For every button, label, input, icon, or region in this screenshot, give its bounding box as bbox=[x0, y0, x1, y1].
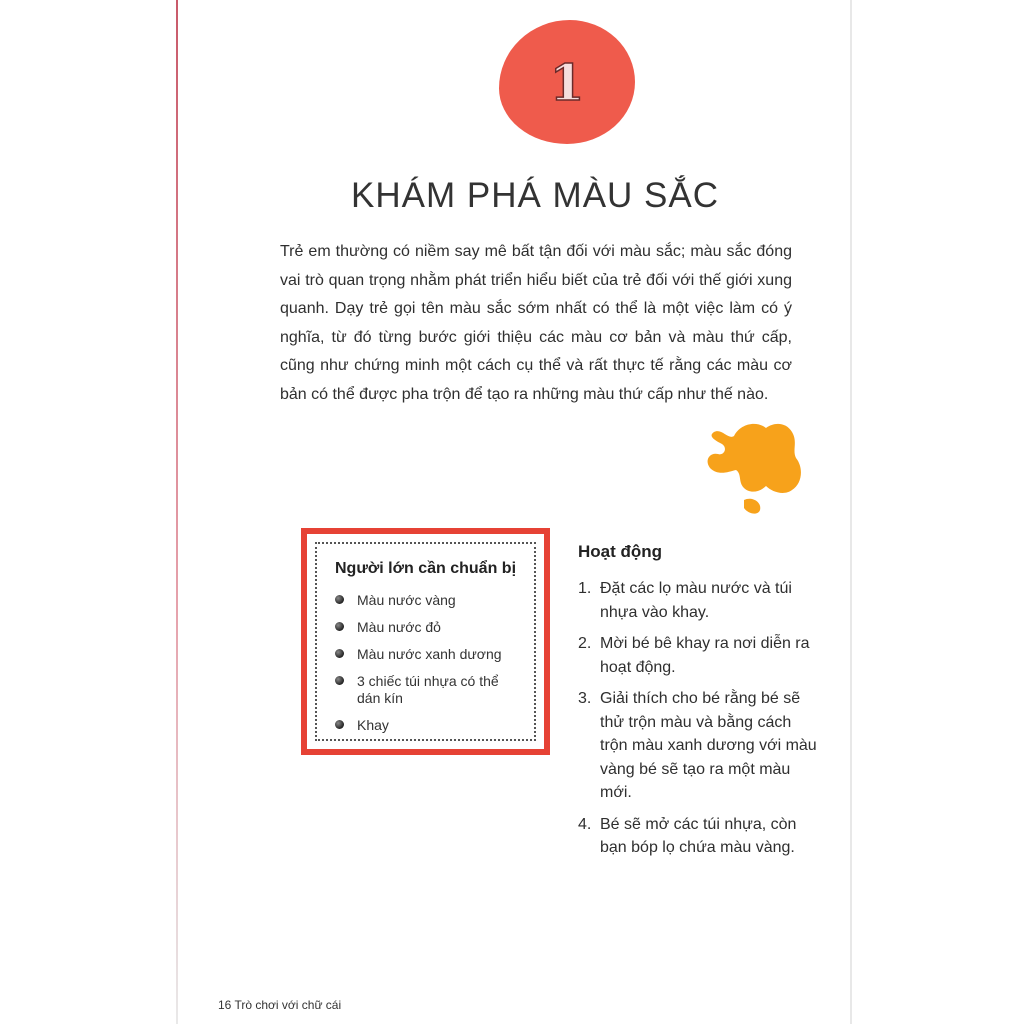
step-item: 2. Mời bé bê khay ra nơi diễn ra hoạt động. bbox=[578, 635, 810, 676]
page-spine bbox=[176, 0, 178, 1024]
list-item: Màu nước đỏ bbox=[335, 619, 525, 636]
list-item: Màu nước xanh dương bbox=[335, 646, 525, 663]
chapter-title: KHÁM PHÁ MÀU SẮC bbox=[351, 176, 719, 215]
supplies-box bbox=[301, 528, 550, 755]
paint-splash-icon bbox=[700, 418, 810, 523]
bullet-icon bbox=[335, 649, 344, 658]
chapter-number: 1 bbox=[549, 52, 585, 112]
intro-paragraph: Trẻ em thường có niềm say mê bất tận đối với màu sắc; màu sắc đóng vai trò quan trọng nhằm phát triển hiểu biết của trẻ đối với thế giới xung quanh. Dạy trẻ gọi tên màu sắc sớm nhất có thể là một việc làm có ý nghĩa, từ đó từng bước giới thiệu các màu cơ bản và màu thứ cấp, cũng như chứng minh một cách cụ thể và rất thực tế rằng các màu cơ bản có thể được pha trộn để tạo ra những màu thứ cấp như thế nào. bbox=[280, 243, 792, 403]
step-item: 1. Đặt các lọ màu nước và túi nhựa vào khay. bbox=[578, 580, 792, 621]
activity-heading: Hoạt động bbox=[578, 542, 663, 561]
step-item: 4. Bé sẽ mở các túi nhựa, còn bạn bóp lọ chứa màu vàng. bbox=[578, 815, 797, 856]
page-edge bbox=[850, 0, 852, 1024]
bullet-icon bbox=[335, 720, 344, 729]
list-item: Màu nước vàng bbox=[335, 592, 525, 609]
supplies-dotted-frame bbox=[315, 542, 536, 741]
chapter-badge bbox=[499, 20, 635, 144]
list-item: 3 chiếc túi nhựa có thể dán kín bbox=[335, 673, 507, 707]
supplies-list bbox=[335, 592, 525, 744]
bullet-icon bbox=[335, 595, 344, 604]
page-footer: 16 Trò chơi với chữ cái bbox=[218, 998, 342, 1012]
list-item: Khay bbox=[335, 717, 525, 734]
step-item: 3. Giải thích cho bé rằng bé sẽ thử trộn màu và bằng cách trộn màu xanh dương với màu vàng bé sẽ tạo ra một màu mới. bbox=[578, 690, 817, 801]
bullet-icon bbox=[335, 622, 344, 631]
supplies-title: Người lớn cần chuẩn bị bbox=[335, 560, 517, 577]
activity-steps bbox=[578, 577, 823, 868]
bullet-icon bbox=[335, 676, 344, 685]
